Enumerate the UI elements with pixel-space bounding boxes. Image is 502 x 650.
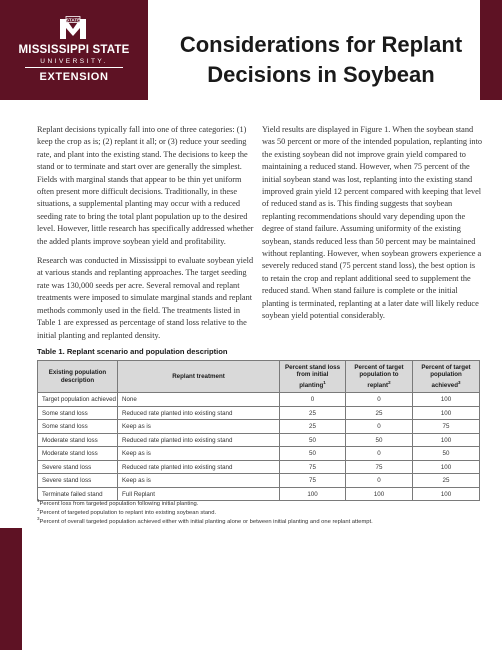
cell-replant: 0 bbox=[346, 474, 413, 488]
cell-description: Moderate stand loss bbox=[38, 447, 118, 461]
column-header: Replant treatment bbox=[118, 361, 280, 393]
title-line-2: Decisions in Soybean bbox=[207, 62, 435, 87]
body-paragraph: Yield results are displayed in Figure 1. When the soybean stand was 50 percent or more of the intended population, replanting into the existing soybean did not improve grain yield compared to maintaining a reduced stand. However, when 75 percent of the initial soybean stand was lost, replanting into the existing stand improved grain yield 12 percent compared with keeping that level of reduced stand as is. This finding suggests that soybean replanting recommendations should vary depending upon the degree of stand failure. Assuming uniformity of the existing soybean, stands reduced less than 50 percent may be maintained without replanting. However, when soybean growers experience a severely reduced stand (75 percent stand loss), the best option is to retain the crop and replant additional seed to supplement the reduced stand. When stand failure is complete or the initial planting is terminated, replanting at a later date will likely reduce soybean yield potential considerably. bbox=[262, 125, 483, 321]
left-column bbox=[37, 124, 258, 349]
footnote-3: $^3$Percent of overall targeted population achieved either with initial planting alone or between initial planting and one replant attempt. bbox=[37, 516, 373, 525]
table-row bbox=[38, 460, 480, 474]
cell-treatment: Reduced rate planted into existing stand bbox=[118, 406, 280, 420]
cell-stand-loss: 75 bbox=[280, 460, 346, 474]
table-row bbox=[38, 474, 480, 488]
cell-achieved: 100 bbox=[413, 487, 480, 501]
cell-stand-loss: 0 bbox=[280, 393, 346, 407]
cell-replant: 0 bbox=[346, 420, 413, 434]
logo-name: MISSISSIPPI STATE bbox=[18, 44, 130, 56]
cell-achieved: 100 bbox=[413, 393, 480, 407]
cell-replant: 50 bbox=[346, 433, 413, 447]
cell-description: Some stand loss bbox=[38, 420, 118, 434]
title-line-1: Considerations for Replant bbox=[179, 32, 463, 57]
logo-extension: EXTENSION bbox=[39, 71, 109, 83]
footnote-2: $^2$Percent of targeted population to replant into existing soybean stand. bbox=[37, 507, 217, 516]
cell-treatment: Keep as is bbox=[118, 420, 280, 434]
column-header: Percent of target population to replant$^2$ bbox=[346, 361, 413, 393]
cell-treatment: Reduced rate planted into existing stand bbox=[118, 460, 280, 474]
table-row bbox=[38, 433, 480, 447]
cell-stand-loss: 100 bbox=[280, 487, 346, 501]
cell-treatment: Keep as is bbox=[118, 447, 280, 461]
cell-treatment: None bbox=[118, 393, 280, 407]
cell-replant: 0 bbox=[346, 393, 413, 407]
cell-stand-loss: 50 bbox=[280, 447, 346, 461]
cell-achieved: 100 bbox=[413, 406, 480, 420]
cell-replant: 0 bbox=[346, 447, 413, 461]
cell-replant: 75 bbox=[346, 460, 413, 474]
cell-description: Some stand loss bbox=[38, 406, 118, 420]
replant-table bbox=[37, 360, 480, 501]
logo-block bbox=[0, 0, 148, 100]
page-title bbox=[165, 30, 477, 90]
table-row bbox=[38, 447, 480, 461]
cell-description: Severe stand loss bbox=[38, 474, 118, 488]
cell-stand-loss: 25 bbox=[280, 420, 346, 434]
body-paragraph: Replant decisions typically fall into one of three categories: (1) keep the crop as is; (2) replant it all; or (3) reduce your seeding rate, and plant into the existing stand. The decisions to keep the stand or to terminate and start over are generally the simplest. Fields with marginal stands that appear to be thin yet uniform often present more difficult decisions. Traditionally, in these situations, a supplemental planting may occur with a reduced seeding rate to bring the total plant population up to the desired level. However, little research has specifically addressed whether the added plants improve soybean yield and profitability. bbox=[37, 125, 254, 246]
cell-treatment: Reduced rate planted into existing stand bbox=[118, 433, 280, 447]
table-row bbox=[38, 393, 480, 407]
cell-achieved: 75 bbox=[413, 420, 480, 434]
column-header: Existing population description bbox=[38, 361, 118, 393]
cell-replant: 100 bbox=[346, 487, 413, 501]
cell-description: Moderate stand loss bbox=[38, 433, 118, 447]
table-row bbox=[38, 420, 480, 434]
right-column bbox=[262, 124, 483, 330]
table-header-row bbox=[38, 361, 480, 393]
cell-achieved: 25 bbox=[413, 474, 480, 488]
cell-stand-loss: 50 bbox=[280, 433, 346, 447]
column-header: Percent stand loss from initial planting$^1$ bbox=[280, 361, 346, 393]
side-accent-bar bbox=[0, 528, 22, 650]
table-title: Table 1. Replant scenario and population description bbox=[37, 347, 228, 356]
logo-divider bbox=[25, 67, 123, 68]
header-accent-bar bbox=[480, 0, 502, 100]
cell-description: Terminate failed stand bbox=[38, 487, 118, 501]
logo-mark-text: STATE bbox=[65, 17, 81, 23]
cell-description: Severe stand loss bbox=[38, 460, 118, 474]
table-row bbox=[38, 406, 480, 420]
cell-achieved: 50 bbox=[413, 447, 480, 461]
cell-treatment: Keep as is bbox=[118, 474, 280, 488]
cell-achieved: 100 bbox=[413, 460, 480, 474]
column-header: Percent of target population achieved$^3$ bbox=[413, 361, 480, 393]
cell-description: Target population achieved bbox=[38, 393, 118, 407]
cell-achieved: 100 bbox=[413, 433, 480, 447]
body-paragraph: Research was conducted in Mississippi to evaluate soybean yield at various stands and replanting approaches. The target seeding rate was 130,000 seeds per acre. Several removal and replant treatments were imposed to simulate marginal stands and replant methods commonly used in the field. The treatments listed in Table 1 are expressed as percentage of stand loss relative to the initial planting and replanted density. bbox=[37, 256, 254, 340]
msu-m-logo-icon bbox=[59, 16, 87, 40]
cell-stand-loss: 75 bbox=[280, 474, 346, 488]
cell-replant: 25 bbox=[346, 406, 413, 420]
cell-treatment: Full Replant bbox=[118, 487, 280, 501]
footnote-1: $^1$Percent loss from targeted population following initial planting. bbox=[37, 498, 199, 507]
logo-university: UNIVERSITY. bbox=[40, 58, 108, 65]
cell-stand-loss: 25 bbox=[280, 406, 346, 420]
